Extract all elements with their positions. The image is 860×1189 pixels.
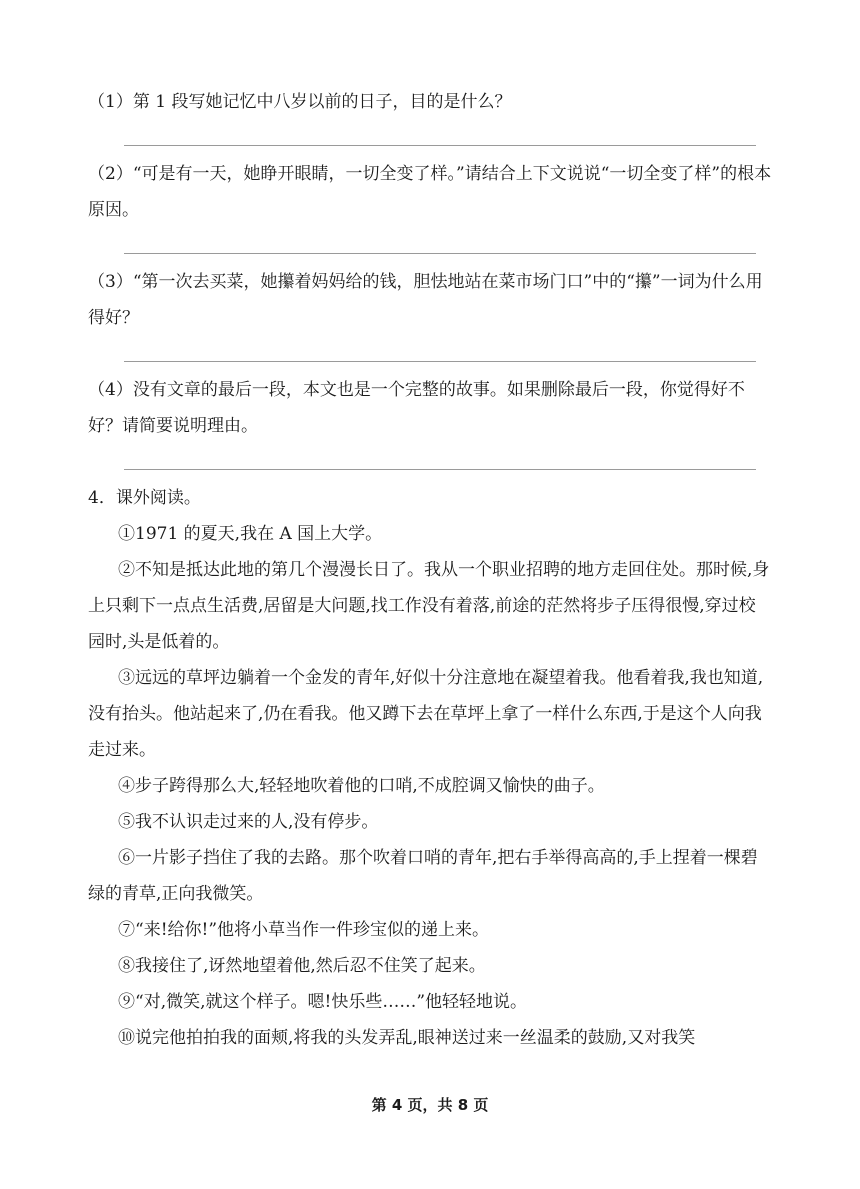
passage-paragraph-6: ⑥一片影子挡住了我的去路。那个吹着口哨的青年,把右手举得高高的,手上捏着一棵碧绿的青草,正向我微笑。 [88, 848, 758, 904]
answer-line-1[interactable] [124, 145, 756, 146]
section-heading: 4．课外阅读。 [88, 488, 201, 508]
passage-paragraph-7: ⑦“来!给你!”他将小草当作一件珍宝似的递上来。 [118, 920, 490, 940]
passage-paragraph-5: ⑤我不认识走过来的人,没有停步。 [118, 812, 379, 832]
passage-paragraph-2: ②不知是抵达此地的第几个漫漫长日了。我从一个职业招聘的地方走回住处。那时候,身上只剩下一点点生活费,居留是大问题,找工作没有着落,前途的茫然将步子压得很慢,穿过校园时,头是低着的。 [88, 560, 770, 652]
passage-paragraph-4: ④步子跨得那么大,轻轻地吹着他的口哨,不成腔调又愉快的曲子。 [118, 776, 605, 796]
question-4: （4）没有文章的最后一段，本文也是一个完整的故事。如果删除最后一段，你觉得好不好？请简要说明理由。 [88, 380, 745, 436]
passage-paragraph-9: ⑨“对,微笑,就这个样子。嗯!快乐些……”他轻轻地说。 [118, 992, 528, 1012]
answer-line-3[interactable] [124, 361, 756, 362]
question-3: （3）“第一次去买菜，她攥着妈妈给的钱，胆怯地站在菜市场门口”中的“攥”一词为什么用得好？ [88, 272, 763, 328]
answer-line-2[interactable] [124, 253, 756, 254]
passage-paragraph-1: ①1971 的夏天,我在 A 国上大学。 [118, 524, 383, 544]
passage-paragraph-8: ⑧我接住了,讶然地望着他,然后忍不住笑了起来。 [118, 956, 486, 976]
question-1: （1）第 1 段写她记忆中八岁以前的日子，目的是什么？ [88, 92, 512, 112]
passage-paragraph-10: ⑩说完他拍拍我的面颊,将我的头发弄乱,眼神送过来一丝温柔的鼓励,又对我笑 [118, 1028, 696, 1048]
question-2: （2）“可是有一天，她睁开眼睛，一切全变了样。”请结合上下文说说“一切全变了样”的根本原因。 [88, 164, 772, 220]
page-number-footer: 第 4 页，共 8 页 [371, 1096, 489, 1114]
passage-paragraph-3: ③远远的草坪边躺着一个金发的青年,好似十分注意地在凝望着我。他看着我,我也知道,没有抬头。他站起来了,仍在看我。他又蹲下去在草坪上拿了一样什么东西,于是这个人向我走过来。 [88, 668, 764, 760]
answer-line-4[interactable] [124, 469, 756, 470]
